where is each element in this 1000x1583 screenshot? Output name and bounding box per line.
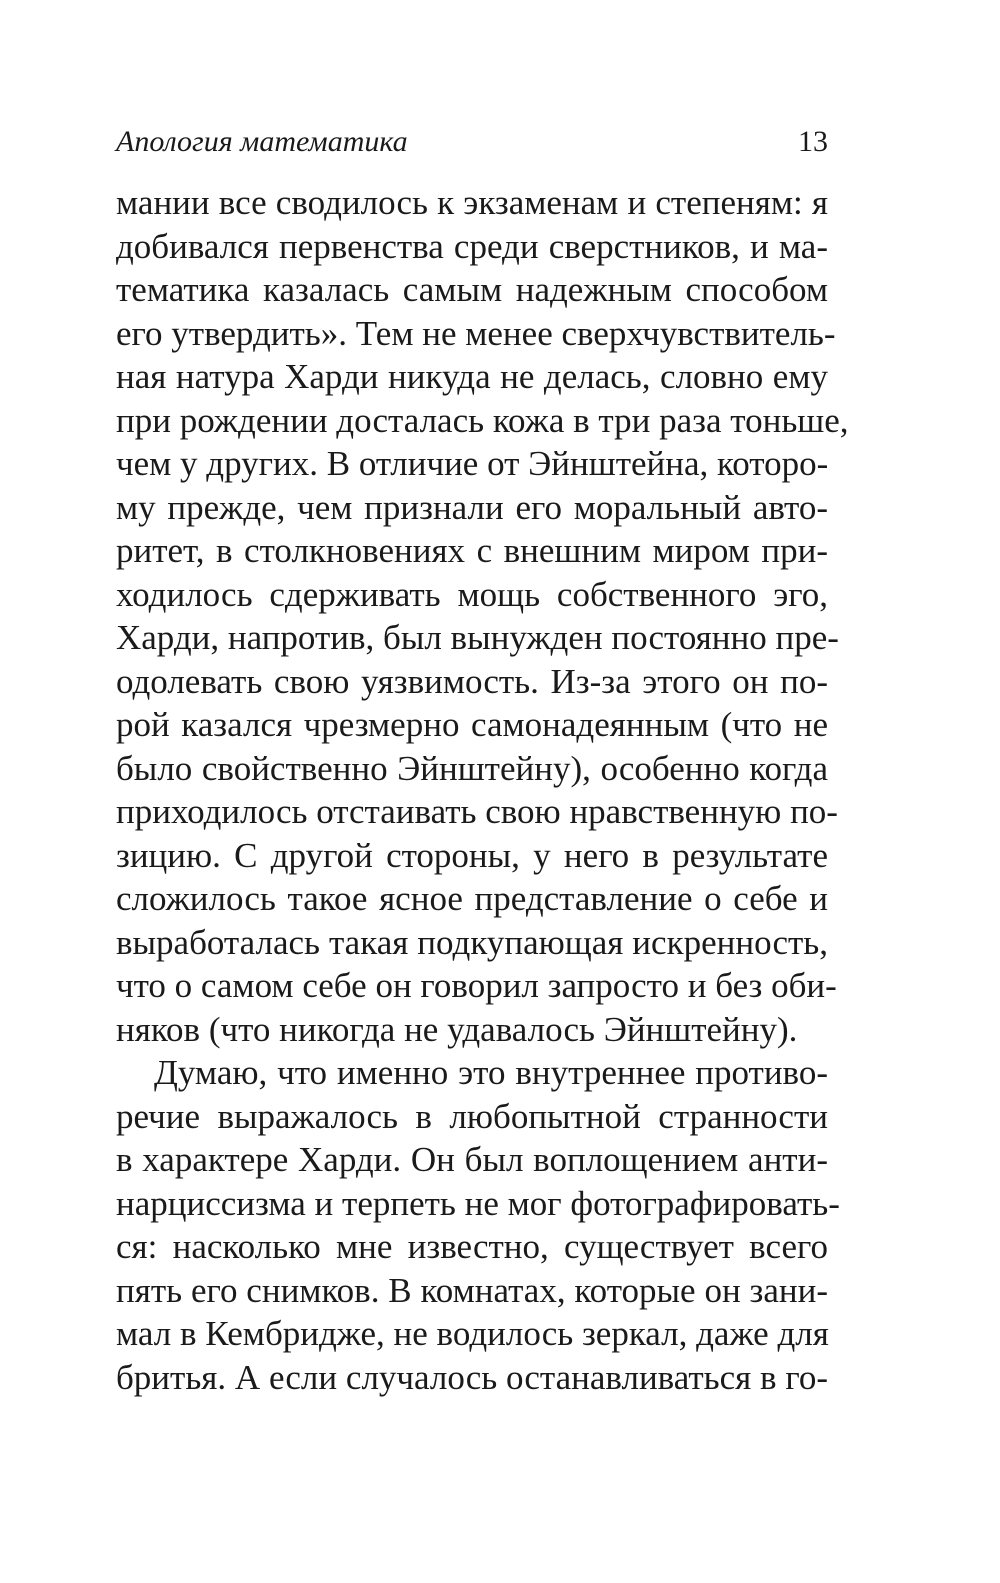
text-line: тематика казалась самым надежным способом	[116, 270, 828, 309]
text-line: бритья. А если случалось останавливаться в го-	[116, 1357, 828, 1397]
text-line: сложилось такое ясное представление о себе и	[116, 879, 828, 918]
text-line: что о самом себе он говорил запросто и без оби-	[116, 966, 837, 1005]
paragraph-first-line: Думаю, что именно это внутреннее противо-	[154, 1053, 828, 1092]
running-header	[116, 122, 828, 166]
text-line: нарциссизма и терпеть не мог фотографировать-	[116, 1183, 840, 1223]
text-line: зицию. С другой стороны, у него в результате	[116, 835, 828, 875]
text-line: ходилось сдерживать мощь собственного эго,	[116, 574, 828, 614]
text-line: пять его снимков. В комнатах, которые он зани-	[116, 1270, 828, 1310]
text-line: в характере Харди. Он был воплощением анти-	[116, 1140, 828, 1179]
body-text	[116, 181, 849, 1399]
text-line: речие выражалось в любопытной странности	[116, 1096, 828, 1136]
text-line: приходилось отстаивать свою нравственную по-	[116, 792, 838, 831]
text-line: му прежде, чем признали его моральный авто-	[116, 487, 828, 527]
running-title: Апология математика	[116, 125, 408, 158]
text-line: рой казался чрезмерно самонадеянным (что не	[116, 705, 828, 744]
paragraph-end-line: няков (что никогда не удавалось Эйнштейну).	[116, 1009, 798, 1049]
text-line: выработалась такая подкупающая искренность,	[116, 922, 828, 962]
text-line: ритет, в столкновениях с внешним миром при-	[116, 531, 828, 570]
text-line: мании все сводилось к экзаменам и степеням: я	[116, 183, 828, 222]
text-line: его утвердить». Тем не менее сверхчувствитель-	[116, 313, 836, 353]
text-line: мал в Кембридже, не водилось зеркал, даже для	[116, 1314, 829, 1353]
page-number: 13	[798, 125, 828, 158]
text-line: Харди, напротив, был вынужден постоянно пре-	[116, 618, 839, 657]
text-line: одолевать свою уязвимость. Из-за этого он по-	[116, 661, 828, 701]
text-line: ся: насколько мне известно, существует всего	[116, 1227, 828, 1266]
text-line: ная натура Харди никуда не делась, словно ему	[116, 357, 828, 396]
text-line: при рождении досталась кожа в три раза тоньше,	[116, 400, 849, 440]
text-line: чем у других. В отличие от Эйнштейна, которо-	[116, 444, 829, 483]
text-line: было свойственно Эйнштейну), особенно когда	[116, 748, 828, 788]
text-line: добивался первенства среди сверстников, и ма-	[116, 226, 828, 266]
